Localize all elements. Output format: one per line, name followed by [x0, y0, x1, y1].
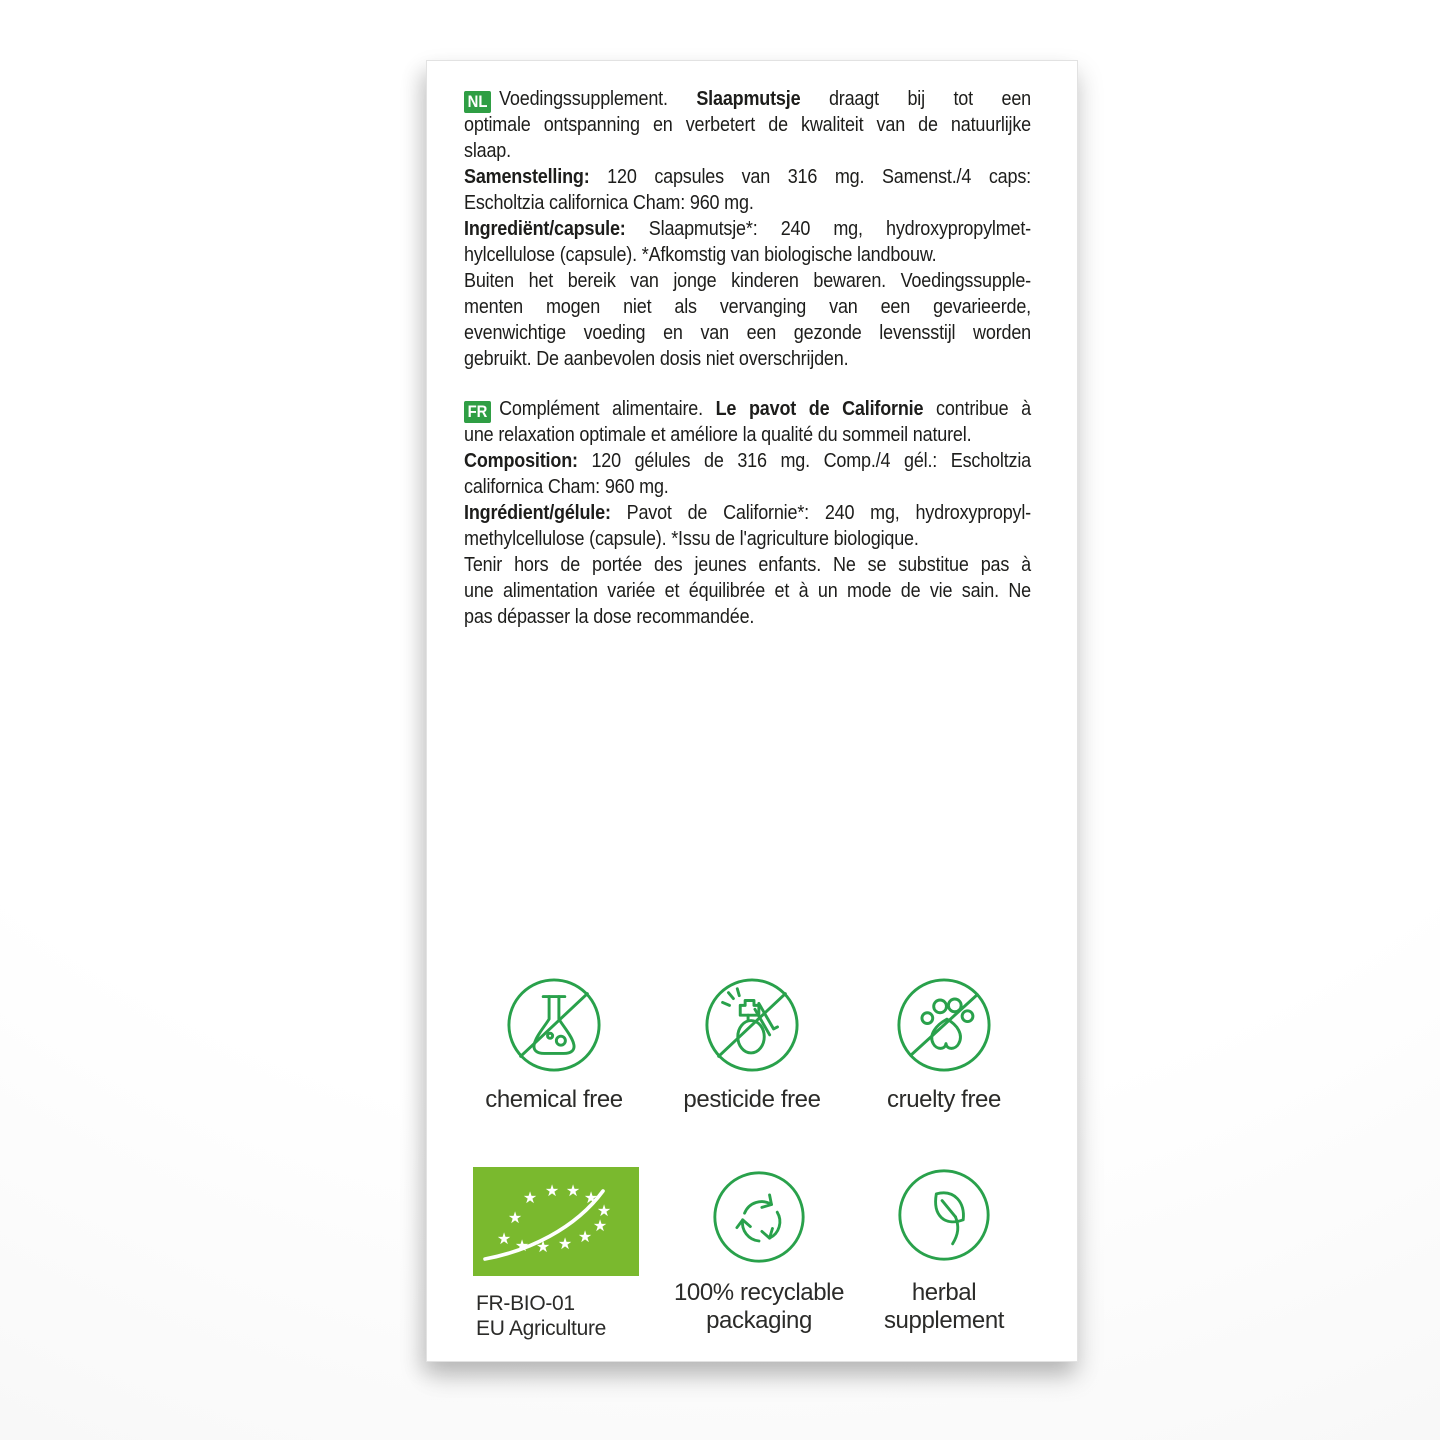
text-line — [464, 396, 1031, 422]
svg-text:★: ★ — [522, 1188, 538, 1207]
svg-text:★: ★ — [507, 1208, 523, 1227]
svg-text:★: ★ — [514, 1236, 530, 1255]
pesticide-free-badge — [642, 976, 862, 1114]
text-segment: Tenir hors de portée des jeunes enfants. Ne se substitue pas à — [464, 554, 1031, 576]
text-segment: Pavot de Californie*: 240 mg, hydroxypropyl- — [610, 502, 1031, 524]
recyclable-label-line1: 100% recyclable — [673, 1279, 845, 1306]
icon-label: pesticide free — [683, 1086, 821, 1113]
svg-text:★: ★ — [592, 1216, 608, 1235]
text-line — [464, 138, 1031, 164]
pesticide-free-icon — [703, 976, 801, 1074]
text-segment: draagt bij tot een — [800, 88, 1031, 110]
herbal-supplement-badge — [834, 1167, 1054, 1335]
text-segment: hylcellulose (capsule). *Afkomstig van biologische landbouw. — [464, 244, 937, 266]
svg-text:★: ★ — [535, 1237, 551, 1256]
icon-label: cruelty free — [887, 1086, 1001, 1113]
cruelty-free-badge — [834, 976, 1054, 1114]
text-segment: menten mogen niet als vervanging van een gevarieerde, — [464, 296, 1031, 318]
recycle-icon — [711, 1169, 807, 1265]
svg-text:★: ★ — [544, 1181, 560, 1200]
text-segment: 120 capsules van 316 mg. Samenst./4 caps: — [589, 166, 1031, 188]
text-line — [464, 346, 1031, 372]
text-line — [464, 294, 1031, 320]
eu-organic-leaf-logo — [473, 1167, 639, 1276]
text-segment: gebruikt. De aanbevolen dosis niet overschrijden. — [464, 348, 849, 370]
text-line — [464, 474, 1031, 500]
svg-text:★: ★ — [577, 1227, 593, 1246]
svg-text:★: ★ — [565, 1181, 581, 1200]
svg-text:★: ★ — [583, 1188, 599, 1207]
text-line — [464, 112, 1031, 138]
text-segment: slaap. — [464, 140, 511, 162]
recyclable-label-line2: packaging — [706, 1307, 812, 1334]
text-segment: Buiten het bereik van jonge kinderen bewaren. Voedingssupple- — [464, 270, 1031, 292]
svg-text:★: ★ — [557, 1234, 573, 1253]
text-line — [464, 320, 1031, 346]
text-line — [464, 164, 1031, 190]
cruelty-free-icon — [895, 976, 993, 1074]
text-segment: Voedingssupplement. — [499, 88, 697, 110]
bold-text-segment: Samenstelling: — [464, 166, 590, 188]
text-segment: pas dépasser la dose recommandée. — [464, 606, 755, 628]
text-line — [464, 268, 1031, 294]
chemical-free-badge — [444, 976, 664, 1114]
text-segment: 120 gélules de 316 mg. Comp./4 gél.: Escholtzia — [577, 450, 1031, 472]
label-panel — [426, 60, 1078, 1362]
bold-text-segment: Composition: — [464, 450, 578, 472]
text-line — [464, 604, 1031, 630]
text-line — [464, 448, 1031, 474]
chemical-free-icon — [505, 976, 603, 1074]
leaf-icon — [896, 1167, 992, 1263]
herbal-label-line1: herbal — [911, 1279, 977, 1306]
text-line — [464, 190, 1031, 216]
fr-text-section — [464, 396, 1031, 630]
svg-text:★: ★ — [596, 1201, 612, 1220]
bold-text-segment: Le pavot de Californie — [715, 398, 924, 420]
text-segment: une alimentation variée et équilibrée et à un mode de vie sain. Ne — [464, 580, 1031, 602]
text-segment: Slaapmutsje*: 240 mg, hydroxypropylmet- — [625, 218, 1031, 240]
text-line — [464, 86, 1031, 112]
text-segment: methylcellulose (capsule). *Issu de l'agriculture biologique. — [464, 528, 919, 550]
nl-text-section — [464, 86, 1031, 372]
eu-agriculture-label: EU Agriculture — [476, 1317, 607, 1340]
svg-text:★: ★ — [496, 1229, 512, 1248]
text-line — [464, 526, 1031, 552]
bold-text-segment: Ingrediënt/capsule: — [464, 218, 626, 240]
text-segment: optimale ontspanning en verbetert de kwaliteit van de natuurlijke — [464, 114, 1031, 136]
text-segment: une relaxation optimale et améliore la qualité du sommeil naturel. — [464, 424, 972, 446]
text-line — [464, 422, 1031, 448]
text-segment: Complément alimentaire. — [499, 398, 716, 420]
language-badge: NL — [464, 91, 491, 113]
herbal-label-line2: supplement — [883, 1307, 1005, 1334]
text-segment: contribue à — [923, 398, 1031, 420]
text-segment: Escholtzia californica Cham: 960 mg. — [464, 192, 754, 214]
bold-text-segment: Ingrédient/gélule: — [464, 502, 611, 524]
eu-bio-code: FR-BIO-01 — [476, 1292, 575, 1315]
text-segment: californica Cham: 960 mg. — [464, 476, 669, 498]
text-line — [464, 216, 1031, 242]
text-line — [464, 578, 1031, 604]
language-badge: FR — [464, 401, 491, 423]
text-line — [464, 242, 1031, 268]
text-segment: evenwichtige voeding en van een gezonde levensstijl worden — [464, 322, 1031, 344]
text-line — [464, 500, 1031, 526]
regulatory-text — [464, 86, 1031, 630]
icon-label: chemical free — [485, 1086, 623, 1113]
text-line — [464, 552, 1031, 578]
bold-text-segment: Slaapmutsje — [696, 88, 801, 110]
